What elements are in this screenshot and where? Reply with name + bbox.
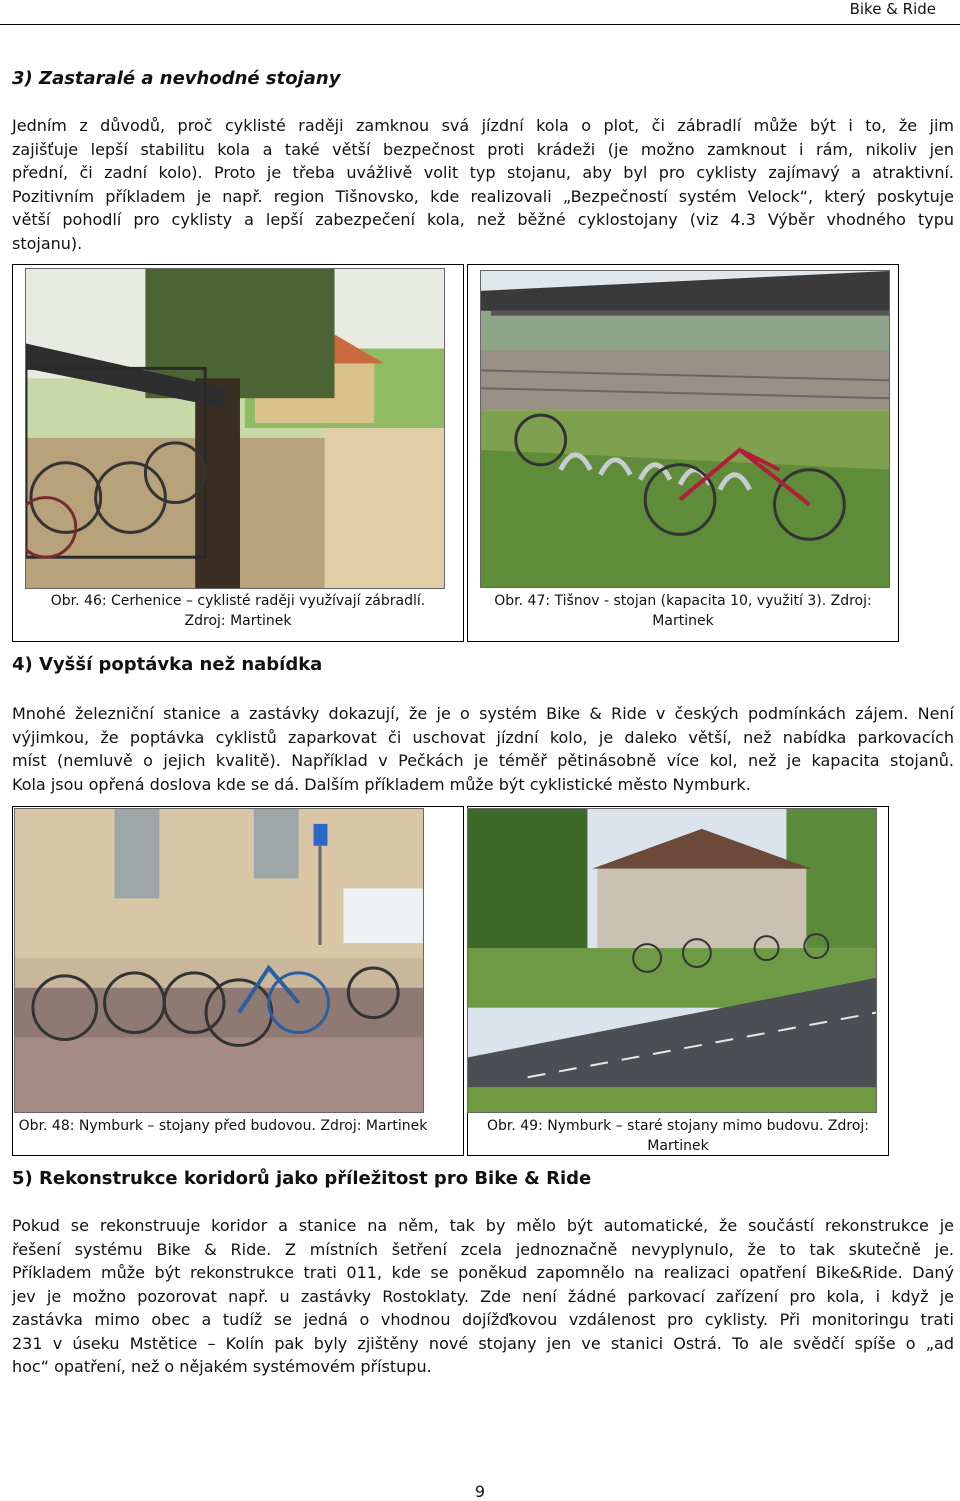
caption-line: Obr. 47: Tišnov - stojan (kapacita 10, využití 3). Zdroj: [494, 593, 872, 609]
figure-47-caption [467, 591, 899, 631]
section-5-line: řešení systému Bike & Ride. Z místních šetření zcela jednoznačně nevyplynulo, že to tak skutečně je. [12, 1239, 954, 1259]
section-4-line: Kola jsou opřená doslova kde se dá. Dalším příkladem může být cyklistické město Nymburk. [12, 774, 751, 794]
section-4-heading: 4) Vyšší poptávka než nabídka [12, 654, 323, 675]
figure-48-caption [12, 1116, 434, 1136]
section-5-line: Pokud se rekonstruuje koridor a stanice na něm, tak by mělo být automatické, že součástí rekonstrukce je [12, 1216, 954, 1235]
section-4-text [12, 702, 954, 796]
photo-cerhenice-bikes-railing [25, 268, 445, 589]
caption-line: Zdroj: Martinek [184, 613, 292, 629]
running-header: Bike & Ride [849, 0, 936, 18]
caption-line: Martinek [652, 613, 714, 629]
section-3-line: větší pohodlí pro cyklisty a lepší zabezpečení kola, než běžné cyklostojany (viz 4.3 Výběr vhodného typu [12, 210, 954, 229]
section-5-text [12, 1214, 954, 1379]
section-3-line: přední, či zadní kolo). Proto je třeba uvážlivě volit typ stojanu, aby byl pro cyklisty zajímavý a atraktivní. [12, 163, 954, 182]
page-number: 9 [474, 1482, 486, 1501]
caption-line: Obr. 48: Nymburk – stojany před budovou. Zdroj: Martinek [18, 1118, 428, 1134]
caption-line: Martinek [647, 1138, 709, 1154]
section-3-heading: 3) Zastaralé a nevhodné stojany [12, 68, 341, 89]
section-3-line: zajišťuje lepší stabilitu kola a také větší bezpečnost proti krádeži (je možno zamknout i rám, nikoliv jen [12, 139, 954, 159]
section-4-line: míst (nemluvě o jejich kvalitě). Například v Pečkách je téměř pětinásobně více kol, než je kapacita stojanů. [12, 751, 954, 770]
caption-line: Obr. 49: Nymburk – staré stojany mimo budovu. Zdroj: [486, 1118, 870, 1134]
photo-nymburk-old-stands [467, 808, 877, 1113]
photo-tisnov-stand [480, 270, 890, 588]
section-5-heading: 5) Rekonstrukce koridorů jako příležitost pro Bike & Ride [12, 1168, 592, 1189]
photo-nymburk-bikes-building [14, 808, 424, 1113]
section-5-line: hoc“ opatření, než o nějakém systémovém přístupu. [12, 1357, 432, 1376]
section-3-text [12, 114, 954, 255]
section-4-line: Mnohé železniční stanice a zastávky dokazují, že je o systém Bike & Ride v českých podmínkách zájem. Není [12, 704, 954, 723]
section-4-line: výjimkou, že poptávka cyklistů zaparkovat či uschovat jízdní kolo, je daleko větší, než nabídka parkovacích [12, 727, 954, 747]
section-5-line: Příkladem může být rekonstrukce trati 011, kde se poněkud zapomnělo na realizaci opatření Bike&Ride. Daný [12, 1263, 954, 1282]
section-3-line: Pozitivním příkladem je např. region Tišnovsko, kde realizovali „Bezpečností systém Velock“, který poskytuje [12, 186, 954, 206]
caption-line: Obr. 46: Cerhenice – cyklisté raději využívají zábradlí. [50, 593, 426, 609]
section-5-line: zastávka mimo obec a tudíž se jedná o vhodnou dojížďkovou vzdálenost pro cyklisty. Při monitoringu trati [12, 1310, 954, 1329]
section-5-line: 231 v úseku Mstětice – Kolín pak byly zjištěny nové stojany jen ve stanici Ostrá. To ale svědčí spíše o „ad [12, 1333, 954, 1353]
figure-49-caption [467, 1116, 889, 1156]
figure-46-caption [12, 591, 464, 631]
section-3-line: stojanu). [12, 233, 83, 253]
section-5-line: jev je možno pozorovat např. u zastávky Rostoklaty. Zde není žádné parkovací zařízení pro kola, i když je [12, 1286, 954, 1306]
section-3-line: Jedním z důvodů, proč cyklisté raději zamknou svá jízdní kola o plot, či zábradlí může být i to, že jim [12, 116, 954, 135]
header-rule [0, 24, 960, 25]
